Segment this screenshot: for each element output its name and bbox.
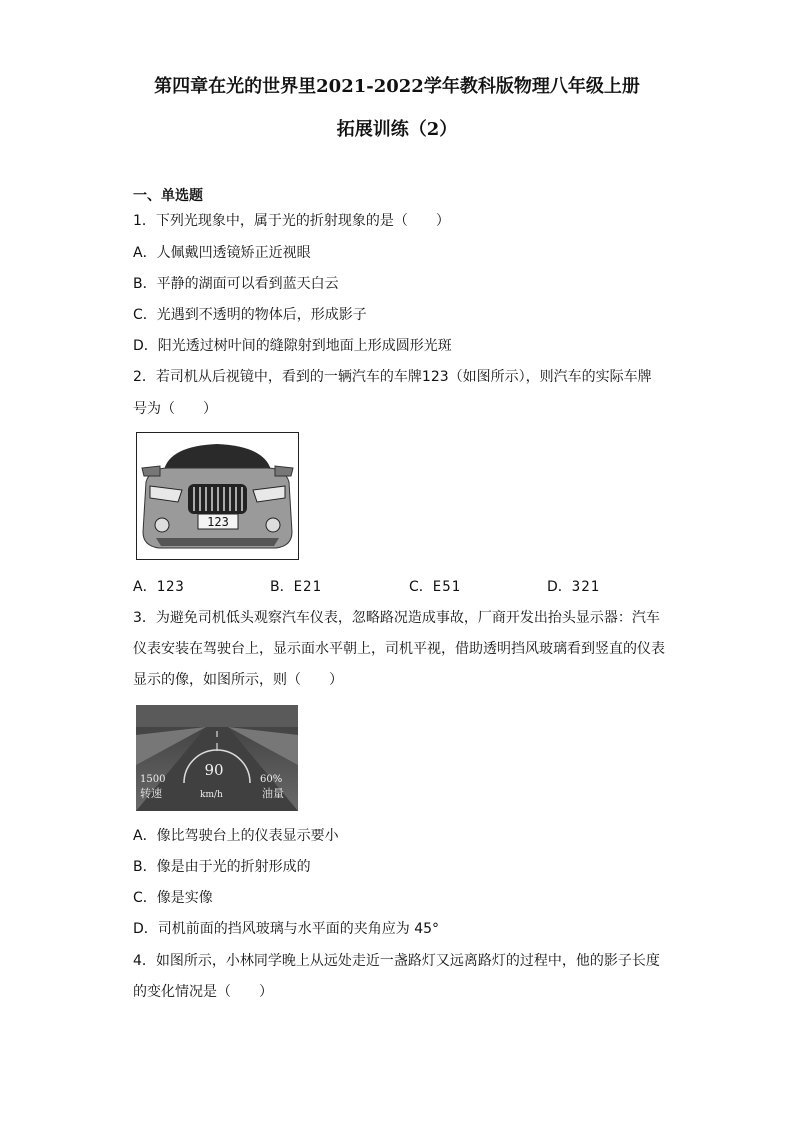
q2-options: [133, 576, 673, 596]
q2-stem-line1: 2．若司机从后视镜中，看到的一辆汽车的车牌123（如图所示），则汽车的实际车牌: [133, 369, 652, 385]
title-line-2: 拓展训练（2）: [336, 119, 458, 140]
hud-rpm-label: 转速: [140, 787, 162, 800]
hud-speed: 90: [204, 761, 224, 779]
lower-bumper: [156, 538, 279, 546]
title-line-1: 第四章在光的世界里2021-2022学年教科版物理八年级上册: [154, 76, 640, 97]
left-fog-light: [155, 518, 169, 532]
q4-stem-line2: 的变化情况是（ ）: [133, 984, 273, 1000]
q2-stem-line2: 号为（ ）: [133, 401, 217, 417]
car-front-figure: [136, 432, 299, 560]
q3-stem-line3: 显示的像，如图所示，则（ ）: [133, 672, 343, 688]
hud-fuel: 60%: [260, 774, 283, 785]
q3-option-d: D．司机前面的挡风玻璃与水平面的夹角应为 45°: [133, 921, 440, 937]
q3-option-a: A．像比驾驶台上的仪表显示要小: [133, 828, 339, 844]
left-mirror: [142, 466, 160, 476]
q2-option-a: A．123: [133, 579, 185, 595]
q2-option-c: C．E51: [409, 579, 462, 595]
q4-stem-line1: 4．如图所示，小林同学晚上从远处走近一盏路灯又远离路灯的过程中，他的影子长度: [133, 953, 660, 969]
q3-option-c: C．像是实像: [133, 890, 213, 906]
hud-figure: [136, 705, 298, 811]
q2-option-d: D．321: [547, 579, 601, 595]
section-heading: 一、单选题: [133, 188, 203, 204]
q1-option-c: C．光遇到不透明的物体后，形成影子: [133, 307, 367, 323]
q3-stem-line2: 仪表安装在驾驶台上，显示面水平朝上，司机平视，借助透明挡风玻璃看到竖直的仪表: [133, 641, 665, 657]
right-mirror: [275, 466, 293, 476]
license-plate-text: 123: [207, 515, 229, 529]
q1-option-a: A．人佩戴凹透镜矫正近视眼: [133, 245, 311, 261]
q1-option-b: B．平静的湖面可以看到蓝天白云: [133, 276, 339, 292]
q3-stem-line1: 3．为避免司机低头观察汽车仪表，忽略路况造成事故，厂商开发出抬头显示器：汽车: [133, 610, 660, 626]
q2-option-b: B．E21: [270, 579, 322, 595]
hud-rpm: 1500: [140, 774, 166, 785]
right-fog-light: [266, 518, 280, 532]
hud-fuel-label: 油量: [262, 787, 284, 800]
q1-option-d: D．阳光透过树叶间的缝隙射到地面上形成圆形光斑: [133, 338, 452, 354]
q3-option-b: B．像是由于光的折射形成的: [133, 859, 311, 875]
q1-stem: 1．下列光现象中，属于光的折射现象的是（ ）: [133, 213, 450, 229]
hud-unit: km/h: [200, 790, 223, 800]
